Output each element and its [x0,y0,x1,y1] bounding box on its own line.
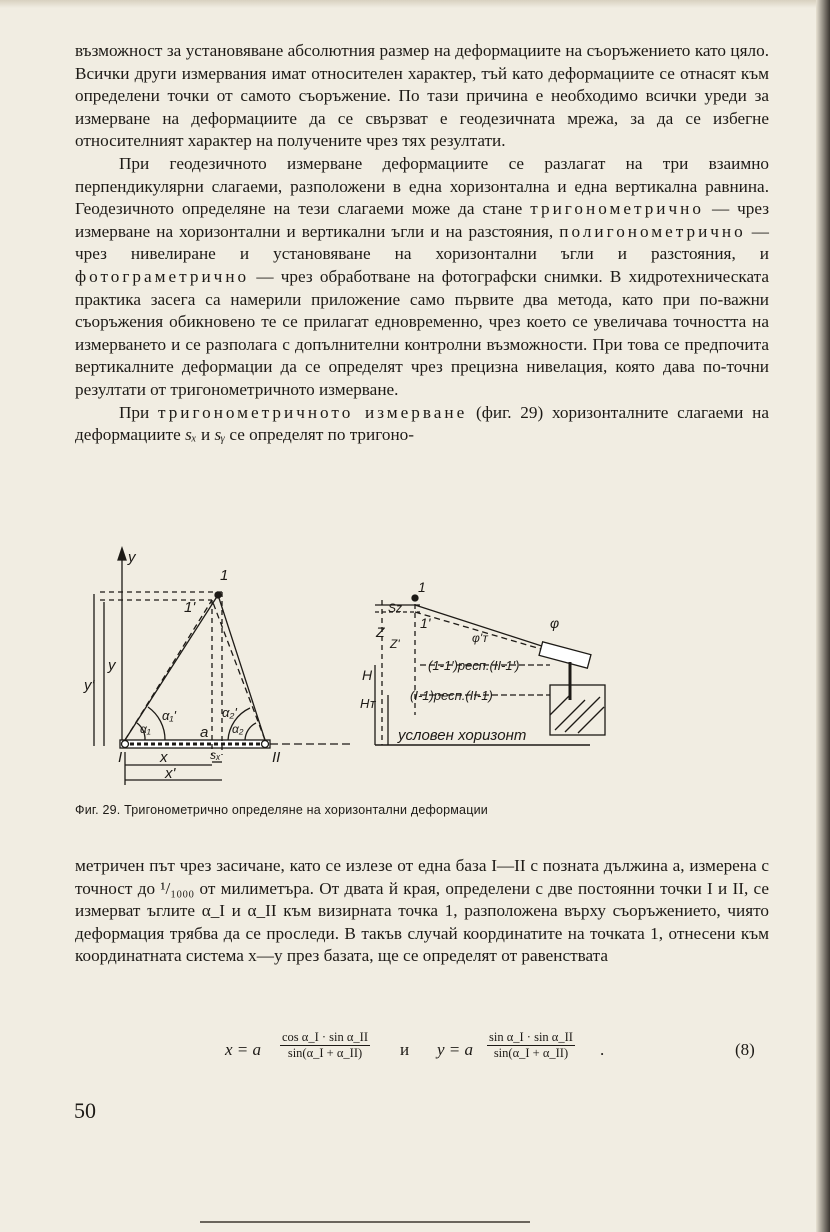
paragraph-4: метричен път чрез засичане, като се излезе от една база I—II с позната дължина a, измерена с точност до ¹/₁₀₀₀ от милиметъра. От двата й края, определени с две постоянни точки I и II, се измерват ъглите α_I и α_II към визирната точка 1, разположена върху съоръжението, чиято деформация трябва да се проследи. В такъв случай координатите на точката 1, отнесени към координатната система x—y през базата, ще се определят от равенствата [75,856,769,966]
label-horizon: условен хоризонт [398,727,527,744]
label-Z: Z [376,624,385,640]
equation-number: (8) [735,1040,755,1059]
symbol-sy: sᵧ [214,425,226,445]
point-1 [215,592,221,598]
label-1: 1 [220,567,229,584]
paragraph-2 [75,153,769,402]
hatch-3 [578,707,604,733]
theodolite-icon [539,642,591,668]
formula-x-denominator: sin(α_I + α_II) [287,1046,363,1060]
method-photogrammetric: фотограметрично [75,266,250,286]
label-a: a [200,724,209,741]
page-binding-shadow [816,0,830,1232]
right-label-1-prime: 1' [420,615,431,631]
label-H: H [362,667,373,683]
label-x: x [160,749,168,766]
paragraph-2-text-a: При геодезичното измерване деформациите се разлагат на три взаимно перпендикулярни слагаеми, разположени в една хоризонтална и една вертикална равнина. Геодезичното определяне на тези слагаеми може да стане [75,153,769,219]
label-phi-T: φ'ᴛ [472,631,489,645]
label-Z-prime: Z' [390,637,400,651]
label-alpha-1: α₁ [140,722,151,736]
label-sz: Sz [388,601,403,615]
label-ref-1: (1-1')респ.(II-1') [428,658,520,673]
label-y-left: y [108,657,116,674]
formula-y-denominator: sin(α_I + α_II) [493,1046,569,1060]
paragraph-3 [75,402,769,447]
paragraph-3-text-d: се определят по тригоно- [225,425,414,445]
equation-8 [75,1030,769,1072]
figure-caption: Фиг. 29. Тригонометрично определяне на хоризонтални деформации [75,803,488,817]
label-y-prime: y' [84,677,95,694]
formula-conjunction: и [400,1040,410,1059]
paragraph-3-text-b: (фиг. 29) хоризонталните слагаеми на деформациите [75,402,769,445]
formula-x-numerator: cos α_I · sin α_II [282,1030,368,1044]
page-number: 50 [74,1098,96,1123]
bottom-edge-rule [200,1221,530,1223]
hatch-4 [550,695,570,715]
label-II: II [272,749,281,766]
label-I: I [118,749,123,766]
formula-y-numerator: sin α_I · sin α_II [489,1030,573,1044]
trigonometric-measurement-term: тригонометричното измерване [157,402,468,422]
right-label-1: 1 [418,579,426,595]
right-diagram-labels [360,579,559,744]
label-alpha-2-prime: α₂' [222,705,237,720]
label-phi: φ [550,615,560,631]
paragraph-3-text-c: и [196,425,215,445]
method-polygonometric: полигонометрично [559,221,746,241]
formula-y-fraction [487,1030,575,1061]
label-sx: sₓ [210,748,221,762]
method-trigonometric: тригонометрично [530,199,704,219]
label-ref-2: (I-1)респ.(II-1) [410,688,493,703]
label-x-prime: x' [165,765,176,782]
formula-y-lhs: y = a [437,1040,474,1059]
formula-x-lhs: x = a [225,1040,262,1059]
page-top-edge [0,0,830,8]
right-point-1 [412,595,418,601]
point-I [122,741,129,748]
arc-alpha-2 [245,723,256,740]
side-II-1-prime [212,600,265,740]
symbol-sx: sₓ [185,425,197,445]
figure-29 [70,540,610,790]
paragraph-1: възможност за установяване абсолютния размер на деформациите на съоръжението като цяло. Всички други измервания имат относителен характер, тъй като деформациите се отнасят към определени точки от самото съоръжение. По тази причина е необходимо всички уреди за измерване на деформациите да се свързват е геодезичната мрежа, за да се избегне относителният характер на получените чрез тях резултати. [75,41,769,151]
formula-end-dot: . [600,1040,605,1059]
hatch-1 [555,700,585,730]
label-y: y [128,549,136,566]
paragraph-3-text-a: При [119,402,158,422]
label-alpha-1-prime: α₁' [162,708,176,723]
lower-text-block [75,855,769,968]
formula-x-fraction [280,1030,370,1061]
paragraph-2-text-c: — чрез нивелиране и установяване на хоризонтални ъгли и разстояния, и [75,221,769,264]
paragraph-2-text-b: — чрез измерване на хоризонтални и вертикални ъгли и на разстояния, [75,199,769,241]
upper-text-block [75,40,769,447]
y-axis-arrow-icon [118,548,126,560]
point-II [262,741,269,748]
label-1-prime: 1' [184,599,196,616]
paragraph-2-text-d: — чрез обработване на фотографски снимки. В хидротехническата практика засега са намерили приложение само първите два метода, като при по-важни съоръжения обикновено те се прилагат едновременно, чрез което се увеличава точността на измерването и се разполага с допълнителни контролни възможности. При това се предпочита вертикалните деформации да се определят чрез прецизна нивелация, която дава по-точни резултати от тригонометричното измерване. [75,266,769,399]
label-HT: Hᴛ [360,696,377,711]
label-alpha-2: α₂ [232,722,244,736]
